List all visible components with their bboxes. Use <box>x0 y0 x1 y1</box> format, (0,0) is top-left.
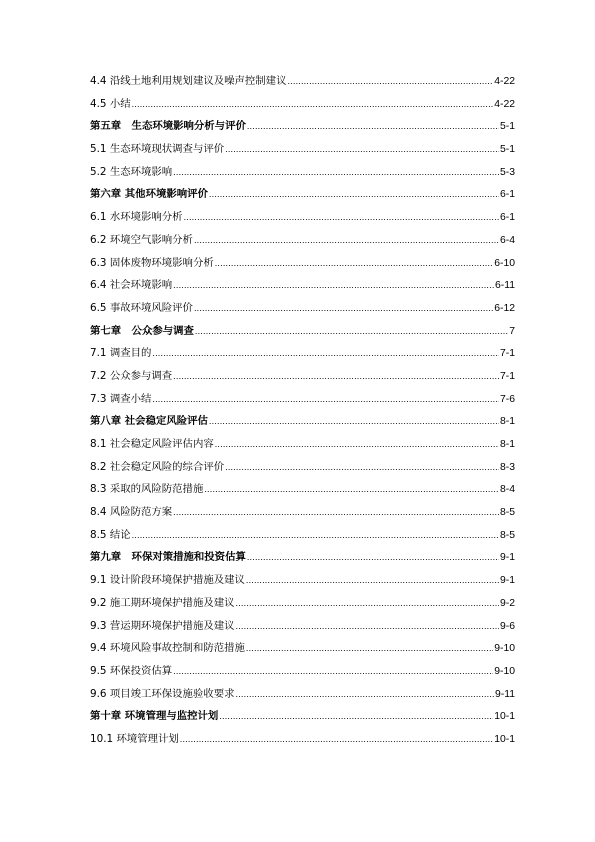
toc-page-number: 10-1 <box>494 733 515 745</box>
toc-dot-leader <box>152 342 499 365</box>
toc-page-number: 5-1 <box>499 144 515 156</box>
toc-page-number: 9-6 <box>499 620 515 632</box>
toc-section-entry[interactable] <box>90 365 515 388</box>
toc-dot-leader <box>209 410 499 433</box>
toc-page-number: 4-22 <box>494 98 515 110</box>
toc-section-entry[interactable] <box>90 637 515 660</box>
toc-dot-leader <box>209 183 499 206</box>
toc-chapter-entry[interactable] <box>90 410 515 433</box>
toc-page-number: 8-4 <box>499 484 515 496</box>
toc-entry-title: 8.2 社会稳定风险的综合评价 <box>90 460 225 473</box>
toc-entry-title: 6.5 事故环境风险评价 <box>90 301 193 314</box>
toc-entry-title: 5.1 生态环境现状调查与评价 <box>90 143 225 156</box>
toc-entry-title: 第十章 环境管理与监控计划 <box>90 710 219 723</box>
toc-page-number: 8-5 <box>499 529 515 541</box>
toc-entry-title: 4.4 沿线土地利用规划建议及噪声控制建议 <box>90 75 287 87</box>
toc-page-number: 5-3 <box>499 166 515 178</box>
toc-page-number: 4-22 <box>494 76 515 87</box>
toc-page-number: 7-1 <box>499 370 515 382</box>
toc-entry-title: 第九章 环保对策措施和投资估算 <box>90 551 246 564</box>
toc-page-number: 8-5 <box>499 507 515 519</box>
toc-dot-leader <box>194 229 499 252</box>
toc-entry-title: 6.2 环境空气影响分析 <box>90 233 193 246</box>
toc-dot-leader <box>236 592 499 615</box>
toc-dot-leader <box>132 524 499 547</box>
toc-entry-title: 5.2 生态环境影响 <box>90 165 173 178</box>
toc-dot-leader <box>247 546 499 569</box>
toc-section-entry[interactable] <box>90 524 515 547</box>
toc-page-number: 9-1 <box>499 552 515 564</box>
toc-page-number: 7 <box>509 325 515 337</box>
toc-section-entry[interactable] <box>90 615 515 638</box>
toc-section-entry[interactable] <box>90 70 515 93</box>
toc-page-number: 8-1 <box>499 439 515 450</box>
toc-section-entry[interactable] <box>90 433 515 456</box>
toc-entry-title: 8.4 风险防范方案 <box>90 506 173 519</box>
toc-section-entry[interactable] <box>90 569 515 592</box>
toc-entry-title: 第七章 公众参与调查 <box>90 324 194 337</box>
toc-section-entry[interactable] <box>90 478 515 501</box>
toc-entry-title: 8.1 社会稳定风险评估内容 <box>90 438 214 450</box>
toc-dot-leader <box>287 70 493 93</box>
toc-entry-title: 9.4 环境风险事故控制和防范措施 <box>90 642 245 655</box>
toc-section-entry[interactable] <box>90 388 515 411</box>
toc-dot-leader <box>246 569 499 592</box>
toc-page-number: 6-10 <box>494 257 515 269</box>
toc-dot-leader <box>152 388 499 411</box>
toc-dot-leader <box>236 683 494 706</box>
toc-page-number: 9-11 <box>494 688 515 700</box>
toc-entry-title: 第六章 其他环境影响评价 <box>90 188 208 201</box>
toc-dot-leader <box>236 615 499 638</box>
toc-dot-leader <box>173 274 494 297</box>
toc-page-number: 6-11 <box>494 280 515 292</box>
toc-dot-leader <box>180 728 493 751</box>
toc-section-entry[interactable] <box>90 206 515 229</box>
toc-section-entry[interactable] <box>90 252 515 275</box>
toc-page-number: 6-1 <box>499 212 515 224</box>
toc-section-entry[interactable] <box>90 592 515 615</box>
toc-entry-title: 8.3 采取的风险防范措施 <box>90 483 204 496</box>
toc-entry-title: 9.2 施工期环境保护措施及建议 <box>90 596 235 609</box>
toc-entry-title: 9.3 营运期环境保护措施及建议 <box>90 619 235 632</box>
toc-chapter-entry[interactable] <box>90 115 515 138</box>
toc-entry-title: 6.3 固体废物环境影响分析 <box>90 256 214 269</box>
toc-dot-leader <box>246 637 493 660</box>
toc-page-number: 9-2 <box>499 597 515 609</box>
table-of-contents <box>90 70 515 751</box>
toc-entry-title: 7.2 公众参与调查 <box>90 369 173 382</box>
toc-chapter-entry[interactable] <box>90 705 515 728</box>
toc-entry-title: 6.1 水环境影响分析 <box>90 211 183 224</box>
toc-dot-leader <box>225 456 499 479</box>
toc-section-entry[interactable] <box>90 93 515 116</box>
toc-section-entry[interactable] <box>90 138 515 161</box>
toc-dot-leader <box>247 115 499 138</box>
toc-page-number: 6-1 <box>499 189 515 201</box>
toc-entry-title: 7.1 调查目的 <box>90 347 152 360</box>
toc-entry-title: 8.5 结论 <box>90 528 131 541</box>
toc-section-entry[interactable] <box>90 161 515 184</box>
toc-section-entry[interactable] <box>90 660 515 683</box>
toc-page-number: 10-1 <box>494 711 515 723</box>
toc-entry-title: 9.5 环保投资估算 <box>90 664 173 677</box>
toc-entry-title: 第五章 生态环境影响分析与评价 <box>90 120 246 133</box>
toc-entry-title: 第八章 社会稳定风险评估 <box>90 415 208 428</box>
toc-section-entry[interactable] <box>90 229 515 252</box>
toc-dot-leader <box>173 501 499 524</box>
toc-dot-leader <box>215 252 493 275</box>
toc-page-number: 9-10 <box>494 665 515 677</box>
toc-entry-title: 7.3 调查小结 <box>90 392 152 405</box>
toc-page-number: 9-10 <box>494 643 515 655</box>
toc-entry-title: 9.1 设计阶段环境保护措施及建议 <box>90 574 245 587</box>
toc-dot-leader <box>204 478 499 501</box>
toc-section-entry[interactable] <box>90 683 515 706</box>
toc-page-number: 7-6 <box>499 393 515 405</box>
toc-section-entry[interactable] <box>90 274 515 297</box>
toc-page-number: 6-12 <box>494 302 515 314</box>
toc-page-number: 5-1 <box>499 121 515 133</box>
toc-entry-title: 4.5 小结 <box>90 97 131 110</box>
toc-entry-title: 10.1 环境管理计划 <box>90 732 179 745</box>
toc-section-entry[interactable] <box>90 342 515 365</box>
toc-dot-leader <box>219 705 493 728</box>
toc-chapter-entry[interactable] <box>90 183 515 206</box>
toc-dot-leader <box>184 206 499 229</box>
toc-dot-leader <box>173 365 499 388</box>
toc-chapter-entry[interactable] <box>90 546 515 569</box>
toc-page-number: 9-1 <box>499 575 515 587</box>
toc-dot-leader <box>132 93 494 116</box>
toc-page-number: 6-4 <box>499 234 515 246</box>
toc-section-entry[interactable] <box>90 501 515 524</box>
toc-page-number: 8-3 <box>499 461 515 473</box>
toc-dot-leader <box>173 660 493 683</box>
toc-section-entry[interactable] <box>90 728 515 751</box>
toc-section-entry[interactable] <box>90 456 515 479</box>
toc-page-number: 8-1 <box>499 416 515 428</box>
toc-entry-title: 9.6 项目竣工环保设施验收要求 <box>90 687 235 700</box>
toc-page-number: 7-1 <box>499 348 515 360</box>
toc-dot-leader <box>173 161 499 184</box>
toc-chapter-entry[interactable] <box>90 320 515 343</box>
toc-dot-leader <box>195 320 508 343</box>
toc-dot-leader <box>225 138 499 161</box>
toc-dot-leader <box>215 433 499 456</box>
toc-dot-leader <box>194 297 493 320</box>
toc-section-entry[interactable] <box>90 297 515 320</box>
toc-entry-title: 6.4 社会环境影响 <box>90 279 173 292</box>
